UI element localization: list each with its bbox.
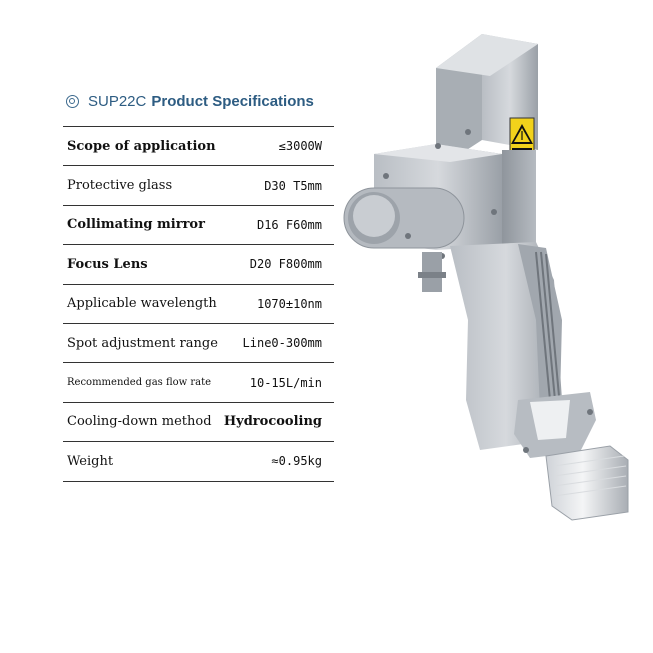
spec-row-weight	[63, 442, 334, 481]
nozzle	[546, 446, 628, 520]
concentric-circle-icon	[66, 95, 79, 108]
spec-value: D30 T5mm	[264, 178, 322, 193]
spec-label: Cooling-down method	[67, 414, 212, 430]
spec-value: 1070±10nm	[256, 296, 322, 311]
spec-label: Collimating mirror	[67, 217, 205, 233]
spec-label: Applicable wavelength	[67, 296, 217, 312]
spec-row-cooling	[63, 403, 334, 442]
spec-value: Hydrocooling	[223, 414, 322, 430]
spec-label: Recommended gas flow rate	[67, 377, 212, 389]
spec-value: D20 F800mm	[249, 257, 322, 272]
specifications-table	[63, 126, 334, 482]
spec-row-gas-flow	[63, 363, 334, 402]
spec-row-focus-lens	[63, 245, 334, 284]
spec-label: Scope of application	[67, 138, 216, 154]
specifications-heading: Product Specifications	[151, 92, 314, 110]
product-model: SUP22C	[88, 92, 147, 110]
spec-label: Focus Lens	[67, 256, 148, 272]
spec-value: 10-15L/min	[249, 375, 322, 390]
spec-value: ≤3000W	[278, 139, 322, 154]
spec-label: Spot adjustment range	[67, 335, 218, 351]
spec-row-wavelength	[63, 285, 334, 324]
spec-value: D16 F60mm	[256, 217, 322, 232]
spec-row-protective-glass	[63, 166, 334, 205]
welding-head-illustration	[340, 20, 640, 530]
spec-row-collimating-mirror	[63, 206, 334, 245]
page-title	[66, 90, 314, 112]
spec-label: Weight	[67, 453, 114, 469]
spec-value: ≈0.95kg	[271, 454, 322, 469]
lower-neck	[514, 392, 596, 458]
spec-row-spot-adjustment	[63, 324, 334, 363]
spec-value: Line0-300mm	[242, 336, 322, 351]
spec-row-scope	[63, 127, 334, 166]
gas-fitting	[418, 252, 446, 292]
spec-label: Protective glass	[67, 178, 173, 194]
